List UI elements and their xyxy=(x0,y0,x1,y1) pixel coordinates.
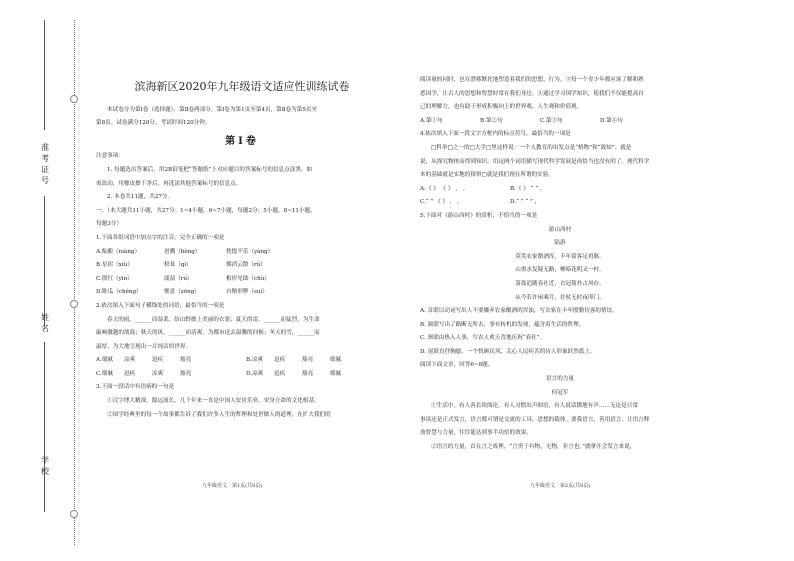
passage-text: □科举□之一的□大学□里这样说：一个人教育的出发点是“格物”和“致知”。就是 xyxy=(431,144,632,151)
notes-heading: 注意事项： xyxy=(96,153,124,160)
option-row: A.酝酿（niàng） 迸溅（bèng） 恍惚不乐（yàng） xyxy=(96,248,274,255)
essay-text: 放智慧与力量，往往能达到事半功倍的效果。 xyxy=(420,430,532,437)
option-row: C.细腻 迅疾 凉爽 豁亮 D.凉爽 迅疾 豁亮 细腻 xyxy=(96,370,342,377)
section-heading: 一、（本大题共11小题，共27分。1~4小题，6~7小题，每题2分；5小题，8~11小题， xyxy=(96,207,316,214)
school-label: 学校 xyxy=(41,456,49,476)
section-heading: 每题3分） xyxy=(96,221,122,228)
option-text: D. 尾联直抒胸臆，一个恍顾民风、关心人民疾苦的诗人形象跃然纸上。 xyxy=(420,348,596,355)
passage-text: 己的理解力，也有助于形成积极向上的世界观、人生观和价值观。 xyxy=(420,104,583,111)
option-row: A.《 》 《 》 ， 。 B.《 》 “ ” ， xyxy=(420,185,546,192)
poem-line: 箫鼓追随春社近，衣冠简朴古风存。 xyxy=(515,280,605,287)
essay-text: ①生活中，有人善长谈阅论，有人习惯出声细语，有人说话掷地有声……无论是日常 xyxy=(431,403,638,410)
question-stem: 3.下面一段话中有语病的一句是 xyxy=(96,384,175,391)
binding-hole xyxy=(70,95,78,103)
passage-text: ②国学经典里的每一个故事都告诉了我们许多人生的哲理和处世做人的道理，在扩大我们的 xyxy=(107,411,331,418)
passage-text: 说，从探究物体而得到知识，用这两个词语描写现代科学发展是再恰当也没有的了。现代科学 xyxy=(420,158,650,165)
option-row: C.“ ” 《 》 ， 。 D.“ ” “ ” ， xyxy=(420,199,541,206)
poem-title: 游山西村 xyxy=(548,226,572,233)
exam-title: 滨海新区2020年九年级语文适应性训练试卷 xyxy=(134,80,350,93)
question-stem: 1.下面各组词语中加点字的注音，完全正确的一项是 xyxy=(96,234,225,241)
option-row: A.第①句 B.第②句 C.第③句 D.第④句 xyxy=(420,117,623,124)
essay-title: 语言的力量 xyxy=(546,376,574,383)
passage-text: 敲响激越的战鼓；秋天的风，______而清爽，为都市送去温馨的问候；冬天的雪，______而 xyxy=(96,330,320,337)
poem-line: 莫笑农家腊酒浑，丰年留客足鸡豚。 xyxy=(515,253,605,260)
name-line xyxy=(44,196,45,326)
binding-hole xyxy=(70,510,78,518)
passage-text: 悉国学，让古人的思想和智慧时常在我们身边。④通过学习国学知识，使我们不仅能提高自 xyxy=(420,90,644,97)
poem-line: 从今若许闲乘月，拄杖无时夜叩门。 xyxy=(515,294,605,301)
passage-text: 本的基础就是实地的探察□就是我们现在所谓的实验。 xyxy=(420,172,554,179)
essay-text: ②语言的力量，首在言之成理。“言贵于有物，无物，非言也。”就拿开会发言来说， xyxy=(431,444,636,451)
right-page xyxy=(420,0,700,561)
name-label: 姓名 xyxy=(41,313,49,333)
option-text: B. 颔联写出了路断无所去，事有转机的发现，蕴含着生活的哲理。 xyxy=(420,321,585,328)
page-footer: 九年级语文 第1页(共8页) xyxy=(202,483,263,489)
option-row: C.殷红（yīn） 濡湿（rú） 相形见绌（chù） xyxy=(96,275,270,282)
option-text: C. 颈联由热入人事，写农人欢天喜地庆祝“春社”。 xyxy=(420,335,546,342)
essay-text: 事谈还是正式发言，语言都可谓是交流的工具、思想的载体。要我语言，善用语言，让语言释 xyxy=(420,416,650,423)
option-text: A. 首联以动词写出人不要嫌弃农家酿酒的浑浊，写农家在丰年殷勤待客的情谊。 xyxy=(420,308,618,315)
left-page xyxy=(96,0,388,561)
binding-hole xyxy=(70,300,78,308)
passage-text: 温厚，为大地呈现出一片纯洁的世界。 xyxy=(96,343,192,350)
binding-margin xyxy=(0,0,74,561)
passage-text: ①汉字博大精深，源远流长，几千年来一直是中国人安居乐业、安身立命的文化根基。 xyxy=(107,398,320,405)
poem-author: 陆游 xyxy=(554,240,566,247)
option-row: A.细腻 凉爽 迅疾 豁亮 B.凉爽 迅疾 豁亮 细腻 xyxy=(96,357,342,364)
intro-text: 本试卷分为第Ⅰ卷（选择题）、第Ⅱ卷两部分。第Ⅰ卷为第1页至第4页，第Ⅱ卷为第5页至 xyxy=(107,106,318,113)
passage-text: 阅读量的同时，也在潜移默化地塑造着我们的思想、行为。③每一个青少年都应该了解和熟 xyxy=(420,77,644,83)
question-stem: 2.依次填入下面句子横线处的词语，最恰当的一项是 xyxy=(96,302,225,309)
question-stem: 5.下面对《游山西村》的赏析，不恰当的一项是 xyxy=(420,212,538,219)
exam-no-label: 准考证号 xyxy=(41,143,49,185)
note-text: 2. 本卷共11题，共27分。 xyxy=(107,194,174,201)
poem-line: 山重水复疑无路，柳暗花明又一村。 xyxy=(515,267,605,274)
intro-text: 第8页。试卷满分120分。考试时间120分钟。 xyxy=(96,120,211,127)
note-text: 需改动，用橡皮擦干净后，再选涂其他答案标号的信息点。 xyxy=(96,180,242,187)
essay-author: 何冠军 xyxy=(551,389,569,396)
note-text: 1. 每题选出答案后，用2B铅笔把“答题纸”上对应题目的答案标号的信息点涂黑。如 xyxy=(107,166,313,173)
question-stem: 4.依次填入下面一段文字方框内的标点符号，最恰当的一项是 xyxy=(420,131,571,138)
reading-intro: 阅读下面文章，回答6~8题。 xyxy=(420,362,494,369)
option-row: D.畦瓜（chéng） 惬意（zōng） 自惭形秽（suì） xyxy=(96,289,268,296)
passage-text: 春天的雨，______而湿柔，给山野披上美丽的衣裳；夏天的雷，______而猛烈，为生命 xyxy=(107,316,320,323)
page-footer: 九年级语文 第2页(共8页) xyxy=(530,483,591,489)
school-line xyxy=(44,342,45,512)
volume-heading: 第Ⅰ卷 xyxy=(225,135,259,147)
option-row: B.星宿（xiù） 修葺（qì） 烟消云散（rù） xyxy=(96,262,266,269)
exam-no-line xyxy=(44,20,45,130)
